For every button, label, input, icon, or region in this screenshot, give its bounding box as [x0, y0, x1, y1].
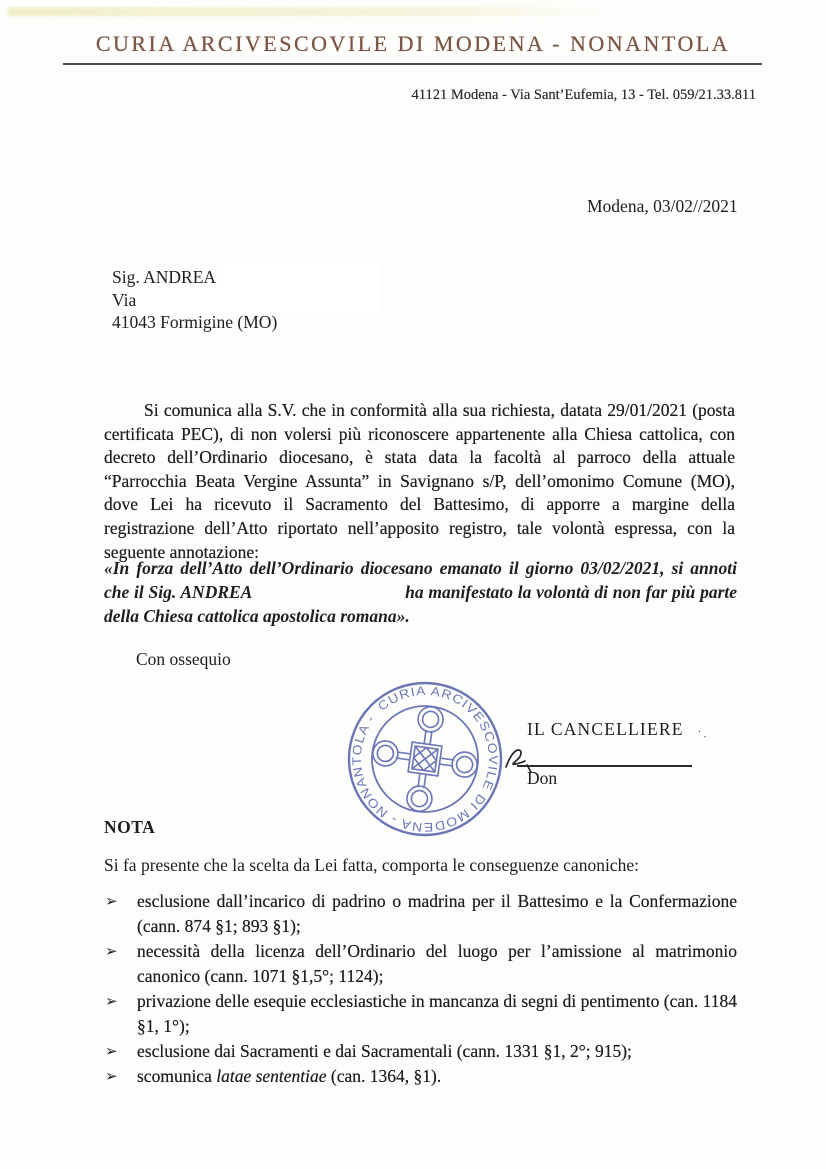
list-item — [104, 1064, 737, 1089]
body-paragraph: Si comunica alla S.V. che in conformità alla sua richiesta, datata 29/01/2021 (posta certificata PEC), di non volersi più riconoscere appartenente alla Chiesa cattolica, con decreto dell’Ordinario diocesano, è stata data la facoltà al parroco della attuale “Parrocchia Beata Vergine Assunta” in Savignano s/P, dell’omonimo Comune (MO), dove Lei ha ricevuto il Sacramento del Battesimo, di apporre a margine della registrazione dell’Atto riportato nell’apposito registro, tale volontà espressa, con la seguente annotazione: — [104, 400, 735, 562]
arrow-bullet-icon: ➢ — [105, 1067, 118, 1085]
closing-salutation: Con ossequio — [136, 649, 231, 669]
recipient-city: 41043 Formigine (MO) — [112, 312, 278, 332]
signer-role: IL CANCELLIERE — [527, 719, 684, 739]
list-item-text: scomunica — [137, 1066, 217, 1086]
recipient-block — [112, 266, 277, 334]
signer-name-prefix: Don — [527, 768, 558, 788]
list-item-text: esclusione dall’incarico di padrino o madrina per il Battesimo e la Confermazione (cann. 874 §1; 893 §1); — [137, 891, 737, 936]
quote-text-after-redaction: ha manifestato la volontà di non far più parte della Chiesa cattolica apostolica romana». — [104, 582, 738, 626]
canonical-consequences-list — [104, 889, 737, 1089]
list-item-text: necessità della licenza dell’Ordinario del luogo per l’amissione al matrimonio canonico (cann. 1071 §1,5°; 1124); — [137, 941, 737, 986]
curia-round-stamp — [345, 679, 505, 839]
list-item — [104, 939, 737, 989]
date-line: Modena, 03/02//2021 — [587, 196, 738, 216]
nota-heading: NOTA — [104, 817, 156, 837]
arrow-bullet-icon: ➢ — [105, 892, 118, 910]
letterhead-address: 41121 Modena - Via Sant’Eufemia, 13 - Tel. 059/21.33.811 — [411, 87, 756, 103]
letterhead-title: CURIA ARCIVESCOVILE DI MODENA - NONANTOLA — [95, 31, 731, 56]
arrow-bullet-icon: ➢ — [105, 992, 118, 1010]
scan-artifact-band — [8, 7, 608, 16]
recipient-name: Sig. ANDREA — [112, 267, 217, 287]
letterhead-rule — [63, 63, 762, 65]
arrow-bullet-icon: ➢ — [105, 1042, 118, 1060]
list-item — [104, 1039, 737, 1064]
recipient-street: Via — [112, 289, 137, 310]
list-item-text: esclusione dai Sacramenti e dai Sacramentali (cann. 1331 §1, 2°; 915); — [137, 1041, 632, 1061]
list-item — [104, 989, 737, 1039]
nota-intro: Si fa presente che la scelta da Lei fatta, comporta le conseguenze canoniche: — [104, 855, 639, 875]
list-item-text: privazione delle esequie ecclesiastiche in mancanza di segni di pentimento (can. 1184 §1, 1°); — [137, 991, 737, 1036]
list-item — [104, 889, 737, 939]
pen-marks: ·ˏ — [697, 726, 709, 738]
stamp-circular-text: CURIA ARCIVESCOVILE DI MODENA - NONANTOLA - — [349, 683, 501, 835]
signature-block — [517, 719, 709, 788]
annotation-quote — [104, 556, 737, 628]
quote-text-before-redaction: «In forza dell’Atto dell’Ordinario diocesano emanato il giorno 03/02/2021, si annoti che il Sig. ANDREA — [104, 558, 737, 602]
signature-line — [517, 765, 692, 767]
list-item-text: (can. 1364, §1). — [326, 1066, 442, 1086]
arrow-bullet-icon: ➢ — [105, 942, 118, 960]
list-item-italic: latae sententiae — [216, 1066, 327, 1086]
